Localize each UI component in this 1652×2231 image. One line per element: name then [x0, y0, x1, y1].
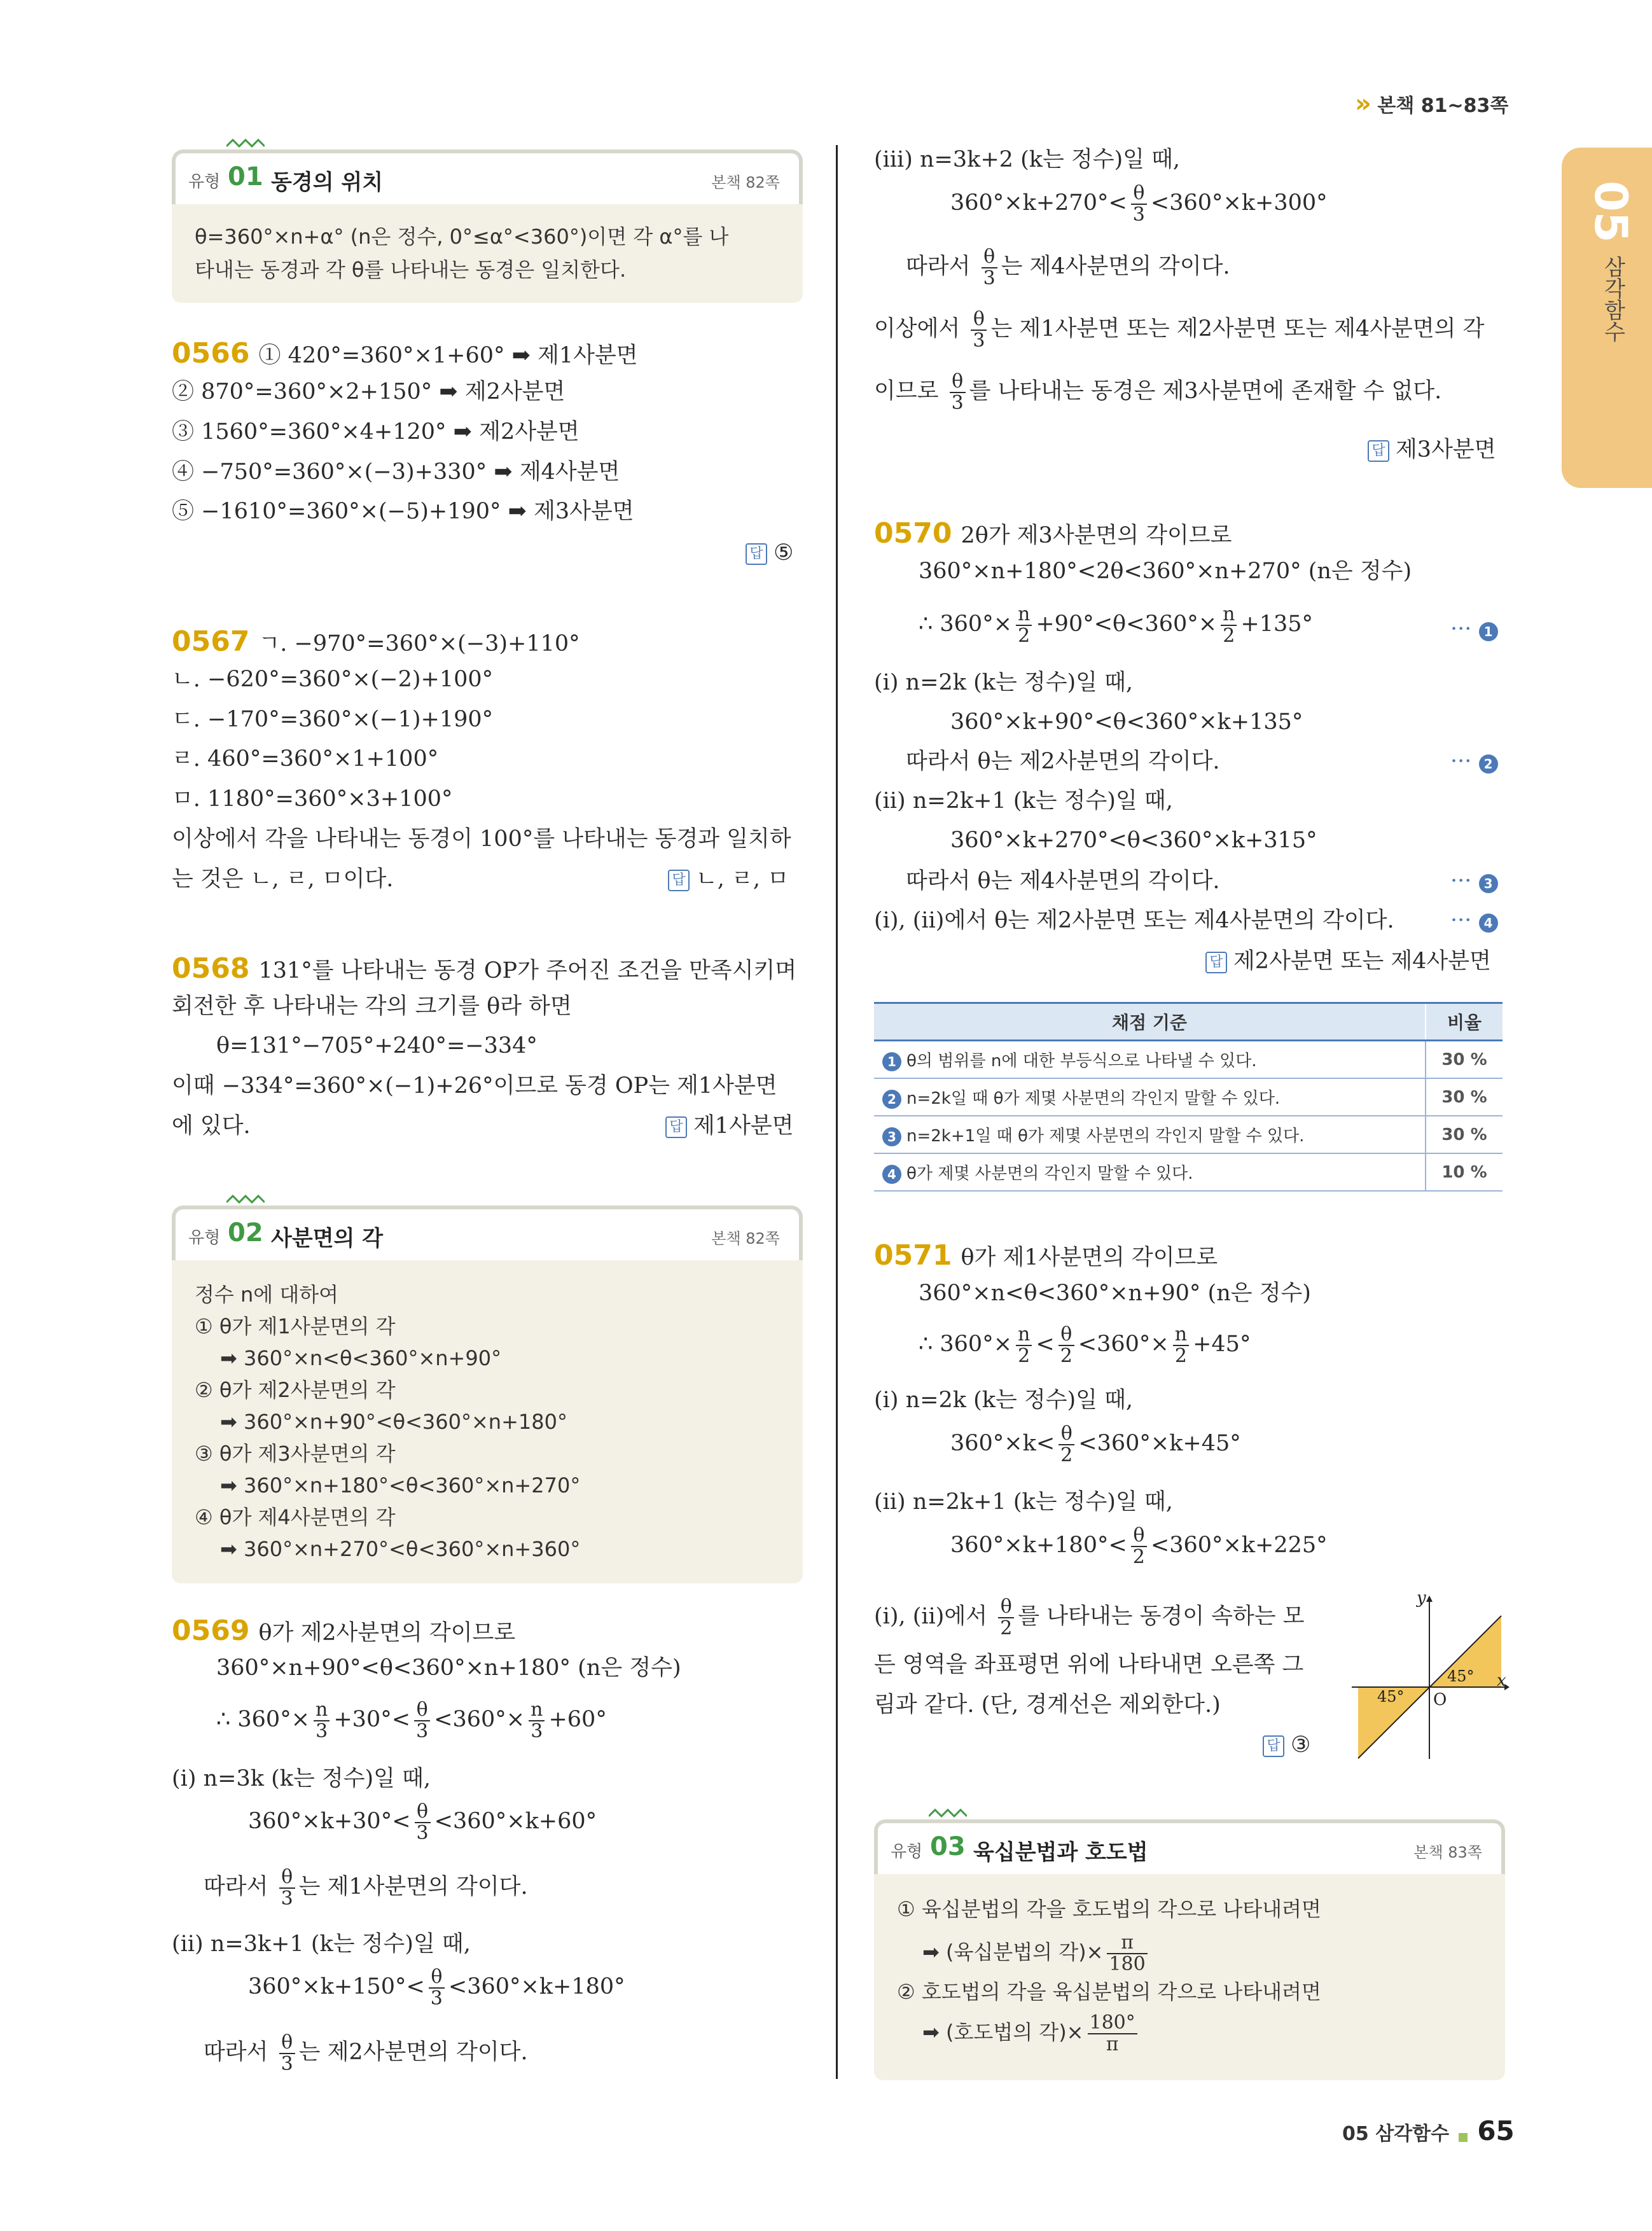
- problem-0568-line: 0568 131°를 나타내는 동경 OP가 주어진 조건을 만족시키며: [172, 952, 797, 985]
- angle-label: 45°: [1377, 1688, 1405, 1706]
- type02-ref: 본책 82쪽: [711, 1230, 780, 1248]
- problem-number: 0570: [874, 517, 952, 550]
- problem-0567-line: ㅁ. 1180°=360°×3+100°: [172, 786, 453, 812]
- type02-line: ② θ가 제2사분면의 각: [195, 1378, 396, 1402]
- table-header-criteria: 채점 기준: [874, 1003, 1426, 1041]
- type03-box: [874, 1874, 1505, 2080]
- problem-0570-line: 따라서 θ는 제2사분면의 각이다.: [906, 749, 1220, 774]
- fraction: $\frac{180^\circ}{\pi}$: [1088, 2013, 1137, 2054]
- problem-0569-line: 따라서 $\frac{\theta}{3}$ 는 제2사분면의 각이다.: [204, 2031, 528, 2075]
- problem-0568-line: 에 있다.: [172, 1113, 251, 1139]
- answer-icon: 답: [1368, 440, 1389, 462]
- problem-0571-line: (ⅰ) n=2k (k는 정수)일 때,: [874, 1387, 1134, 1413]
- type02-title: 사분면의 각: [271, 1226, 384, 1251]
- table-row: 1 θ의 범위를 n에 대한 부등식으로 나타낼 수 있다. 30 %: [874, 1041, 1503, 1079]
- header-ref-text: 본책 81~83쪽: [1377, 95, 1509, 117]
- problem-number: 0571: [874, 1239, 952, 1272]
- type03-line: ➡ (육십분법의 각)× $\frac{\pi}{180}$: [922, 1933, 1151, 1974]
- problem-0570-line: 360°×n+180°<2θ<360°×n+270° (n은 정수): [919, 559, 1412, 584]
- column-divider: [836, 145, 838, 2079]
- problem-0569-line: 따라서 $\frac{\theta}{3}$ 는 제4사분면의 각이다.: [906, 246, 1230, 289]
- problem-0566-line: ⑤ −1610°=360°×(−5)+190° ➡ 제3사분면: [172, 499, 634, 524]
- answer-icon: 답: [1263, 1735, 1284, 1757]
- step-3-icon: 3: [882, 1127, 901, 1146]
- problem-0569-line: 0569 θ가 제2사분면의 각이므로: [172, 1615, 516, 1647]
- fraction: $\frac{\theta}{3}$: [279, 1867, 295, 1908]
- scoring-table: [874, 1002, 1503, 1192]
- step-3-icon: 3: [1479, 874, 1498, 893]
- type01-label: 유형: [188, 172, 221, 191]
- problem-0569-line: (ⅰ) n=3k (k는 정수)일 때,: [172, 1766, 431, 1791]
- fraction: $\frac{n}{2}$: [1221, 604, 1237, 646]
- fraction: $\frac{n}{3}$: [314, 1700, 330, 1741]
- problem-number: 0568: [172, 952, 250, 985]
- problem-0569-line: 360°×k+30°< $\frac{\theta}{3}$ <360°×k+60°: [248, 1800, 597, 1844]
- fraction: $\frac{n}{2}$: [1173, 1324, 1189, 1366]
- chapter-tab: [1562, 148, 1652, 488]
- type03-line: ① 육십분법의 각을 호도법의 각으로 나타내려면: [897, 1897, 1321, 1921]
- step-marker: ··· 2: [1450, 748, 1498, 775]
- answer-icon: 답: [668, 870, 690, 891]
- problem-number: 0569: [172, 1615, 250, 1647]
- problem-0571-line: (ⅰ), (ⅱ)에서 $\frac{\theta}{2}$ 를 나타내는 동경이 속하는 모: [874, 1595, 1305, 1639]
- type01-box: [172, 204, 803, 303]
- page-footer: [1342, 2115, 1515, 2146]
- problem-0569-line: ∴ 360°× $\frac{n}{3}$ +30°< $\frac{\theta}{3}$ <360°× $\frac{n}{3}$ +60°: [216, 1699, 607, 1742]
- type02-line: ➡ 360°×n+270°<θ<360°×n+360°: [220, 1537, 581, 1561]
- answer-0570: 답 제2사분면 또는 제4사분면: [1205, 948, 1491, 975]
- type01-line: 타내는 동경과 각 θ를 나타내는 동경은 일치한다.: [195, 258, 627, 282]
- fraction: $\frac{n}{2}$: [1016, 604, 1032, 646]
- zigzag-icon: [929, 1807, 967, 1819]
- step-1-icon: 1: [882, 1052, 901, 1071]
- problem-0570-line: ∴ 360°× $\frac{n}{2}$ +90°<θ<360°× $\frac{n}{2}$ +135°: [919, 603, 1314, 647]
- problem-0571-line: 든 영역을 좌표평면 위에 나타내면 오른쪽 그: [874, 1652, 1304, 1678]
- fraction: $\frac{\pi}{180}$: [1107, 1933, 1147, 1974]
- step-2-icon: 2: [1479, 754, 1498, 774]
- page-number: 65: [1477, 2115, 1515, 2146]
- fraction: $\frac{n}{3}$: [529, 1700, 545, 1741]
- answer-0568: 답 제1사분면: [665, 1113, 794, 1139]
- problem-0569-line: 360°×k+150°< $\frac{\theta}{3}$ <360°×k+180°: [248, 1966, 625, 2010]
- problem-0569-line: 이므로 $\frac{\theta}{3}$ 를 나타내는 동경은 제3사분면에 존재할 수 없다.: [874, 370, 1442, 414]
- fraction: $\frac{\theta}{2}$: [1059, 1424, 1074, 1465]
- problem-0570-line: 360°×k+270°<θ<360°×k+315°: [950, 828, 1317, 853]
- type02-line: ➡ 360°×n<θ<360°×n+90°: [220, 1346, 502, 1370]
- fraction: $\frac{\theta}{3}$: [1131, 183, 1147, 225]
- problem-0567-line: 는 것은 ㄴ, ㄹ, ㅁ이다.: [172, 866, 394, 892]
- chevron-right-icon: »: [1355, 89, 1371, 118]
- answer-0566: 답 ⑤: [746, 539, 793, 566]
- answer-icon: 답: [665, 1116, 687, 1138]
- problem-0569-line: 이상에서 $\frac{\theta}{3}$ 는 제1사분면 또는 제2사분면 또는 제4사분면의 각: [874, 308, 1485, 352]
- answer-0569: 답 제3사분면: [1368, 436, 1496, 463]
- y-axis-arrow-icon: [1426, 1595, 1433, 1602]
- type02-line: ③ θ가 제3사분면의 각: [195, 1442, 396, 1466]
- type03-ref: 본책 83쪽: [1413, 1844, 1482, 1861]
- answer-icon: 답: [746, 543, 767, 565]
- step-4-icon: 4: [1479, 914, 1498, 933]
- problem-number: 0566: [172, 337, 250, 370]
- zigzag-icon: [226, 1193, 265, 1206]
- fraction: $\frac{\theta}{3}$: [415, 1802, 431, 1843]
- problem-0569-line: 따라서 $\frac{\theta}{3}$ 는 제1사분면의 각이다.: [204, 1866, 528, 1910]
- type01-header: [172, 149, 803, 204]
- type02-line: 정수 n에 대하여: [195, 1282, 339, 1307]
- problem-0567-line: ㄴ. −620°=360°×(−2)+100°: [172, 667, 494, 692]
- problem-0567-line: 0567 ㄱ. −970°=360°×(−3)+110°: [172, 625, 580, 658]
- type02-line: ➡ 360°×n+90°<θ<360°×n+180°: [220, 1410, 567, 1434]
- step-marker: ··· 1: [1450, 616, 1498, 643]
- type03-line: ② 호도법의 각을 육십분법의 각으로 나타내려면: [897, 1980, 1321, 2004]
- problem-0569-line: 360°×k+270°< $\frac{\theta}{3}$ <360°×k+300°: [950, 182, 1328, 226]
- table-row: 2 n=2k일 때 θ가 제몇 사분면의 각인지 말할 수 있다. 30 %: [874, 1078, 1503, 1116]
- page-header-ref: [1355, 89, 1508, 118]
- problem-0570-line: (ⅰ), (ⅱ)에서 θ는 제2사분면 또는 제4사분면의 각이다.: [874, 908, 1394, 933]
- table-row: 3 n=2k+1일 때 θ가 제몇 사분면의 각인지 말할 수 있다. 30 %: [874, 1116, 1503, 1153]
- problem-0571-line: (ⅱ) n=2k+1 (k는 정수)일 때,: [874, 1489, 1173, 1515]
- type02-line: ④ θ가 제4사분면의 각: [195, 1505, 396, 1529]
- type01-line: θ=360°×n+α° (n은 정수, 0°≤α°<360°)이면 각 α°를 나: [195, 225, 729, 249]
- fraction: $\frac{\theta}{3}$: [950, 372, 966, 413]
- type03-line: ➡ (호도법의 각)× $\frac{180^\circ}{\pi}$: [922, 2013, 1141, 2054]
- type01-number: 01: [228, 162, 263, 191]
- y-axis-label: y: [1417, 1590, 1426, 1608]
- problem-0570-line: 360°×k+90°<θ<360°×k+135°: [950, 709, 1303, 735]
- problem-0567-line: ㄹ. 460°=360°×1+100°: [172, 746, 439, 772]
- table-header-row: [874, 1003, 1503, 1041]
- problem-0570-line: (ⅰ) n=2k (k는 정수)일 때,: [874, 670, 1134, 695]
- footer-chapter: 05 삼각함수: [1342, 2123, 1450, 2145]
- region-graph: [1345, 1590, 1511, 1762]
- problem-0566-line: ③ 1560°=360°×4+120° ➡ 제2사분면: [172, 419, 580, 445]
- type03-header: [874, 1819, 1505, 1874]
- problem-0568-line: 이때 −334°=360°×(−1)+26°이므로 동경 OP는 제1사분면: [172, 1073, 777, 1099]
- problem-0569-line: (ⅲ) n=3k+2 (k는 정수)일 때,: [874, 147, 1181, 172]
- x-axis-label: x: [1497, 1671, 1506, 1690]
- step-2-icon: 2: [882, 1090, 901, 1109]
- problem-0569-line: (ⅱ) n=3k+1 (k는 정수)일 때,: [172, 1931, 471, 1957]
- fraction: $\frac{\theta}{3}$: [982, 247, 997, 288]
- chapter-tab-name: 삼각함수: [1600, 256, 1625, 342]
- zigzag-icon: [226, 137, 265, 149]
- problem-0566-line: 0566 ① 420°=360°×1+60° ➡ 제1사분면: [172, 337, 638, 370]
- type03-number: 03: [930, 1832, 966, 1861]
- step-4-icon: 4: [882, 1165, 901, 1184]
- problem-0571-line: 0571 θ가 제1사분면의 각이므로: [874, 1239, 1218, 1272]
- type01-ref: 본책 82쪽: [711, 174, 780, 191]
- fraction: $\frac{\theta}{3}$: [429, 1967, 445, 2008]
- problem-0571-line: 360°×k+180°< $\frac{\theta}{2}$ <360°×k+225°: [950, 1524, 1328, 1568]
- type03-label: 유형: [891, 1842, 923, 1861]
- table-row: 4 θ가 제몇 사분면의 각인지 말할 수 있다. 10 %: [874, 1153, 1503, 1191]
- problem-0566-line: ④ −750°=360°×(−3)+330° ➡ 제4사분면: [172, 459, 620, 485]
- fraction: $\frac{\theta}{2}$: [998, 1597, 1014, 1638]
- problem-0568-line: θ=131°−705°+240°=−334°: [216, 1033, 538, 1059]
- step-marker: ··· 4: [1450, 907, 1498, 934]
- angle-label: 45°: [1447, 1667, 1475, 1685]
- problem-0571-line: 360°×k< $\frac{\theta}{2}$ <360°×k+45°: [950, 1422, 1241, 1466]
- fraction: $\frac{\theta}{2}$: [1131, 1526, 1147, 1567]
- problem-0566-line: ② 870°=360°×2+150° ➡ 제2사분면: [172, 379, 566, 405]
- fraction: $\frac{\theta}{3}$: [971, 309, 987, 351]
- answer-0567: 답 ㄴ, ㄹ, ㅁ: [668, 866, 789, 893]
- problem-0570-line: (ⅱ) n=2k+1 (k는 정수)일 때,: [874, 788, 1173, 814]
- problem-0567-line: ㄷ. −170°=360°×(−1)+190°: [172, 707, 494, 732]
- step-marker: ··· 3: [1450, 868, 1498, 894]
- footer-square-icon: [1459, 2133, 1468, 2142]
- problem-0568-line: 회전한 후 나타내는 각의 크기를 θ라 하면: [172, 994, 572, 1019]
- answer-icon: 답: [1205, 952, 1227, 973]
- type02-line: ➡ 360°×n+180°<θ<360°×n+270°: [220, 1473, 581, 1498]
- problem-0571-line: 360°×n<θ<360°×n+90° (n은 정수): [919, 1281, 1311, 1306]
- type03-title: 육십분법과 호도법: [973, 1840, 1148, 1865]
- problem-0570-line: 따라서 θ는 제4사분면의 각이다.: [906, 868, 1220, 894]
- type02-box: [172, 1260, 803, 1583]
- origin-label: O: [1433, 1690, 1447, 1709]
- problem-0571-line: 림과 같다. (단, 경계선은 제외한다.): [874, 1692, 1221, 1718]
- fraction: $\frac{\theta}{3}$: [279, 2033, 295, 2074]
- problem-number: 0567: [172, 625, 250, 658]
- answer-0571: 답 ③: [1263, 1732, 1310, 1758]
- fraction: $\frac{\theta}{2}$: [1059, 1324, 1074, 1366]
- problem-0567-line: 이상에서 각을 나타내는 동경이 100°를 나타내는 동경과 일치하: [172, 826, 791, 852]
- type02-number: 02: [228, 1218, 263, 1248]
- problem-0571-line: ∴ 360°× $\frac{n}{2}$ < $\frac{\theta}{2}$ <360°× $\frac{n}{2}$ +45°: [919, 1323, 1251, 1367]
- problem-0569-line: 360°×n+90°<θ<360°×n+180° (n은 정수): [216, 1655, 681, 1681]
- fraction: $\frac{n}{2}$: [1016, 1324, 1032, 1366]
- type02-label: 유형: [188, 1228, 221, 1248]
- fraction: $\frac{\theta}{3}$: [414, 1700, 430, 1741]
- type02-line: ① θ가 제1사분면의 각: [195, 1314, 396, 1338]
- chapter-tab-number: 05: [1585, 181, 1637, 243]
- type02-header: [172, 1206, 803, 1260]
- type01-title: 동경의 위치: [271, 170, 384, 195]
- problem-0570-line: 0570 2θ가 제3사분면의 각이므로: [874, 517, 1232, 550]
- step-1-icon: 1: [1479, 622, 1498, 641]
- table-header-ratio: 비율: [1426, 1003, 1503, 1041]
